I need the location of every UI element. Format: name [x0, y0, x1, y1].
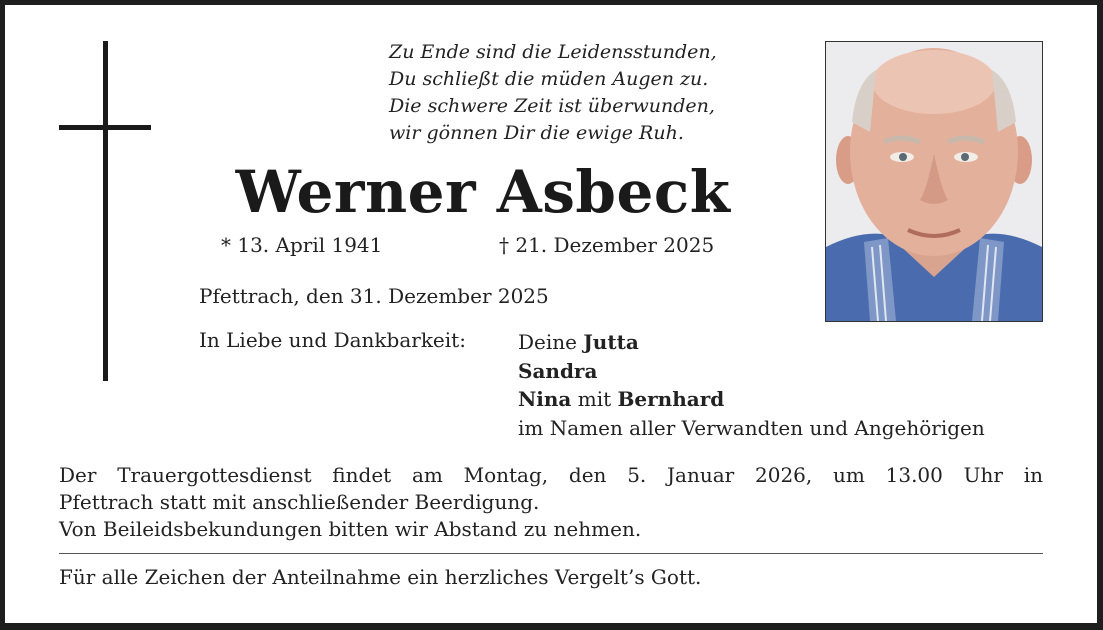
cross-vertical-bar	[103, 41, 108, 381]
mourner-name: Jutta	[583, 330, 639, 354]
thanks-line: Für alle Zeichen der Anteilnahme ein herzliches Vergelt’s Gott.	[59, 565, 702, 589]
mourner-line	[518, 385, 985, 414]
deceased-name: Werner Asbeck	[235, 158, 731, 226]
poem-line: wir gönnen Dir die ewige Ruh.	[389, 122, 684, 144]
mourner-line	[518, 357, 985, 386]
birth-date: * 13. April 1941	[221, 233, 383, 257]
portrait-illustration	[826, 42, 1042, 321]
mourner-name: Sandra	[518, 358, 598, 383]
poem-line: Zu Ende sind die Leidensstunden,	[389, 41, 717, 63]
place-date: Pfettrach, den 31. Dezember 2025	[199, 284, 549, 308]
mourner-connector: mit	[577, 387, 612, 411]
divider	[59, 553, 1043, 554]
service-line: Der Trauergottesdienst findet am Montag, den 5. Januar 2026, um 13.00 Uhr in	[59, 463, 1043, 487]
obituary-card	[5, 5, 1097, 623]
death-date: † 21. Dezember 2025	[499, 233, 715, 257]
poem-line: Die schwere Zeit ist überwunden,	[389, 95, 715, 117]
poem-line: Du schließt die müden Augen zu.	[389, 68, 709, 90]
mourner-name: Bernhard	[617, 387, 725, 411]
service-line: Pfettrach statt mit anschließender Beerdigung.	[59, 490, 540, 514]
mourners-list	[518, 328, 985, 442]
mourners-label: In Liebe und Dankbarkeit:	[199, 328, 466, 352]
poem	[389, 39, 717, 147]
mourner-line: im Namen aller Verwandten und Angehörigen	[518, 415, 985, 440]
mourner-line	[518, 328, 985, 357]
service-info	[59, 462, 1043, 543]
mourner-prefix: Deine	[518, 330, 577, 354]
cross-horizontal-bar	[59, 125, 151, 130]
portrait-photo	[825, 41, 1043, 322]
mourner-name: Nina	[518, 387, 572, 411]
service-line: Von Beileidsbekundungen bitten wir Abstand zu nehmen.	[59, 517, 642, 541]
